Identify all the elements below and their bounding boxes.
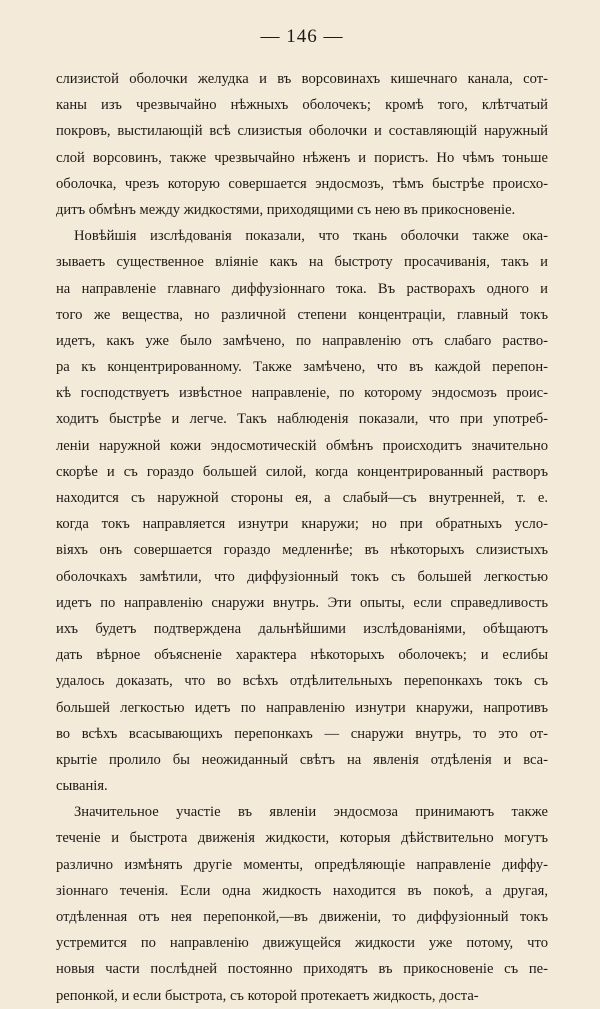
paragraph	[56, 799, 548, 1009]
text-line: идетъ, какъ уже было замѣчено, по направленію отъ слабаго раство-	[56, 332, 548, 349]
text-line: крытіе пролило бы неожиданный свѣтъ на явленія отдѣленія и вса-	[56, 751, 548, 768]
text-line: новыя части послѣдней постоянно приходятъ въ прикосновеніе съ пе-	[56, 961, 548, 978]
text-line: Новѣйшія изслѣдованія показали, что ткань оболочки также ока-	[74, 228, 548, 245]
text-line: дать вѣрное объясненіе характера нѣкоторыхъ оболочекъ; и еслибы	[56, 647, 548, 664]
text-line: устремится по направленію движущейся жидкости уже потому, что	[56, 935, 548, 952]
text-line: зываетъ существенное вліяніе какъ на быстроту просачиванія, такъ и	[56, 254, 548, 271]
text-line: Значительное участіе въ явленіи эндосмоза принимаютъ также	[74, 804, 548, 821]
text-line: слой ворсовинъ, также чрезвычайно нѣженъ и пористъ. Но чѣмъ тоньше	[56, 149, 548, 166]
text-line: отдѣленная отъ нея перепонкой,—въ движеніи, то диффузіонный токъ	[56, 909, 548, 925]
text-line: большей легкостью идетъ по направленію изнутри кнаружи, напротивъ	[56, 699, 548, 716]
text-line: віяхъ онъ совершается гораздо медленнѣе; въ нѣкоторыхъ слизистыхъ	[56, 542, 548, 559]
text-line: оболочка, чрезъ которую совершается эндосмозъ, тѣмъ быстрѣе происхо-	[56, 175, 548, 192]
text-line: различно измѣнять другіе моменты, опредѣляющіе направленіе диффу-	[56, 856, 548, 873]
text-line: того же вещества, но различной степени концентраціи, главный токъ	[56, 306, 548, 323]
text-line: идетъ по направленію снаружи внутрь. Эти опыты, если справедливость	[56, 594, 548, 611]
text-line: сыванія.	[56, 778, 108, 795]
text-line: ходитъ быстрѣе и легче. Такъ наблюденія показали, что при употреб-	[56, 411, 548, 428]
text-line: ихъ будетъ подтверждена дальнѣйшими изслѣдованіями, обѣщаютъ	[56, 620, 548, 637]
paragraph	[56, 66, 548, 223]
text-line: леніи наружной кожи эндосмотическій обмѣнъ происходитъ значительно	[56, 437, 548, 454]
text-line: на направленіе главнаго диффузіоннаго тока. Въ растворахъ одного и	[56, 280, 548, 297]
text-line: когда токъ направляется изнутри кнаружи; но при обратныхъ усло-	[56, 516, 548, 533]
text-line: теченіе и быстрота движенія жидкости, которыя дѣйствительно могутъ	[56, 830, 548, 847]
text-line: зіоннаго теченія. Если одна жидкость находится въ покоѣ, а другая,	[56, 882, 548, 899]
text-line: оболочкахъ замѣтили, что диффузіонный токъ съ большей легкостью	[56, 568, 548, 585]
paragraph	[56, 223, 548, 799]
text-line: слизистой оболочки желудка и въ ворсовинахъ кишечнаго канала, сот-	[56, 71, 548, 87]
text-line: покровъ, выстилающій всѣ слизистыя оболочки и составляющій наружный	[56, 123, 548, 140]
text-body	[56, 66, 548, 1009]
text-line: находится съ наружной стороны ея, а слабый—съ внутренней, т. е.	[56, 490, 548, 506]
text-line: удалось доказать, что во всѣхъ отдѣлительныхъ перепонкахъ токъ съ	[56, 673, 548, 690]
text-line: каны изъ чрезвычайно нѣжныхъ оболочекъ; кромѣ того, клѣтчатый	[56, 97, 548, 114]
page-number: — 146 —	[260, 26, 344, 47]
text-line: во всѣхъ всасывающихъ перепонкахъ — снаружи внутрь, то это от-	[56, 725, 548, 742]
text-line: дитъ обмѣнъ между жидкостями, приходящими съ нею въ прикосновеніе.	[56, 201, 516, 218]
text-line: репонкой, и если быстрота, съ которой протекаетъ жидкость, доста-	[56, 987, 479, 1004]
text-line: скорѣе и съ гораздо большей силой, когда концентрированный растворъ	[56, 463, 548, 480]
text-line: кѣ господствуетъ извѣстное направленіе, по которому эндосмозъ проис-	[56, 385, 548, 402]
text-line: ра къ концентрированному. Также замѣчено, что въ каждой перепон-	[56, 359, 548, 376]
